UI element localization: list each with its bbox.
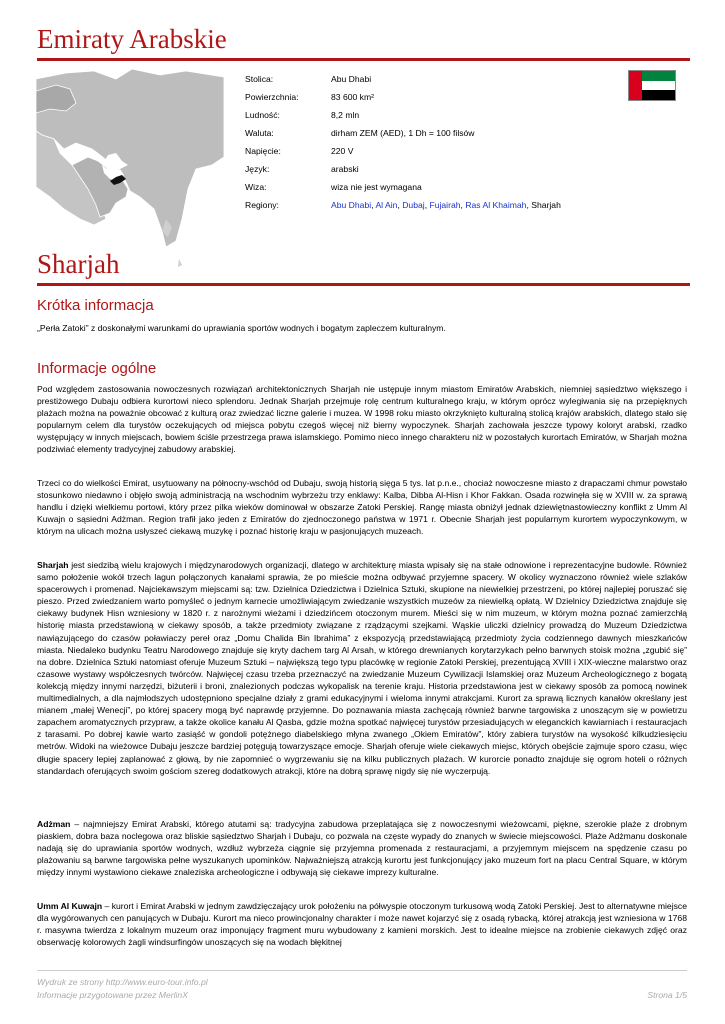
fact-value: 83 600 km² xyxy=(331,92,374,102)
fact-label: Powierzchnia: xyxy=(245,92,299,102)
fact-label: Wiza: xyxy=(245,182,267,192)
paragraph-text: jest siedzibą wielu krajowych i międzynarodowych organizacji, dlatego w architekturę miasta wpisały się na stałe odnowione i reprezentacyjne budowle. Również samo położenie wokół trzech lagun połączonych kanałami sprawia, że po mieście można odbywać przyjemne spacery. W okolicy wyznaczono również wiele szlaków spacerowych i promenad. Najciekawszym miejscami są: tzw. Dzielnica Dziedzictwa i Dzielnica Sztuki, skupione na niewielkiej przestrzeni, po której najlepiej poruszać się pieszo. Przed zwiedzaniem warto pomyśleć o jednym karnecie umożliwiającym zwiedzanie wszystkich muzeów za niewielką opłatą. W Dzielnicy Dziedzictwa znajduje się ciekawy budynek Hisn wzniesiony w 1820 r. z narożnymi wieżami i dziedzińcem otoczonym murem. Mieści się w nim muzeum, w którym można poznać zamierzchłą historię miasta przedstawioną w ciekawy sposób, a także przedmioty związane z rządzącymi szejkami. Wąskie uliczki dzielnicy prowadzą do Muzeum Dziedzictwa nawiązującego do czasów poławiaczy pereł oraz „Domu Chalida Bin Ibrahima” z ekspozycją przedstawiającą przedmioty życia codziennego dawnych mieszkańców miasta. Niedaleko budynku Teatru Narodowego znajduje się kryty dachem targ Al Arsah, w którego drewnianych korytarzykach pełno barwnych stoisk można „zgubić się” na dobre. Dzielnica Sztuki natomiast oferuje Muzeum Sztuki – największą tego typu placówkę w regionie Zatoki Perskiej, prezentującą XVIII i XIX-wieczne malarstwo oraz czasowe wystawy współczesnych twórców. Najwięcej czasu trzeba przeznaczyć na zwiedzanie Muzeum Cywilizacji Islamskiej oraz Muzeum Archeologicznego z bogatą kolekcją między innymi narzędzi, biżuterii i broni, znalezionych podczas wykopalisk na terenie kraju. Historia przedstawiona jest w ciekawy sposób za pomocą nowinek multimedialnych, a dla najmłodszych udostępniono specjalne działy z grami edukacyjnymi i wieloma innymi atrakcjami. Kurort za sprawą licznych kanałów określany jest mianem „małej Wenecji”, po której spacery mogą być naprawdę przyjemne. Do poznawania miasta zachęcają również barwne targowiska z unoszącym się w powietrzu zapachem aromatycznych przypraw, a także okolice kanału Al Qasba, gdzie można spotkać najwięcej turystów przesiadujących w eleganckich kawiarniach i restauracjach z tarasami. Po dobrej kawie warto zasiąść w gondoli potężnego diabelskiego młyna zwanego „Okiem Emiratów”, który zabiera turystów na wysokość kilkudziesięciu metrów. Widoki na wieżowce Dubaju jeszcze bardziej potęgują towarzyszące emocje. Sharjah oferuje wiele ciekawych miejsc, których obejście zajmuje sporo czasu, więc długie spacery lepiej zaplanować z głową, by nie zapomnieć o wygrzewaniu się na kilku publicznych plażach. W kurorcie ponadto znajduje się ogrom hoteli o różnych standardach oferujących swoim gościom szereg dodatkowych atrakcji, które na dobrą sprawę nigdy się nie wyczerpują. xyxy=(37,560,687,776)
flag-black-stripe xyxy=(642,90,675,100)
regions-list xyxy=(331,200,561,210)
footer-credit-text: Informacje przygotowane przez MerlinX xyxy=(37,990,188,1000)
fact-label: Napięcie: xyxy=(245,146,281,156)
fact-label: Ludność: xyxy=(245,110,280,120)
paragraph-lead: Umm Al Kuwajn xyxy=(37,901,103,911)
country-title: Emiraty Arabskie xyxy=(37,24,227,54)
paragraph xyxy=(37,900,687,960)
flag-green-stripe xyxy=(642,71,675,81)
paragraph xyxy=(37,559,687,777)
uae-flag xyxy=(628,70,676,101)
paragraph-lead: Adżman xyxy=(37,819,71,829)
page-number: Strona 1/5 xyxy=(647,990,687,1000)
region-link-al-ain[interactable]: Al Ain xyxy=(375,200,398,210)
section-heading-general-info: Informacje ogólne xyxy=(37,360,157,377)
fact-value: dirham ZEM (AED), 1 Dh = 100 filsów xyxy=(331,128,475,138)
fact-label: Waluta: xyxy=(245,128,274,138)
region-link-fujairah[interactable]: Fujairah xyxy=(429,200,461,210)
fact-value: Abu Dhabi xyxy=(331,74,372,84)
footer-divider xyxy=(37,970,687,971)
region-link-dubaj[interactable]: Dubaj xyxy=(402,200,425,210)
footer-credit xyxy=(37,990,687,1000)
region-link-abu-dhabi[interactable]: Abu Dhabi xyxy=(331,200,372,210)
separator: , xyxy=(460,200,466,210)
region-map xyxy=(36,69,226,269)
paragraph-lead: Sharjah xyxy=(37,560,69,570)
flag-white-stripe xyxy=(642,81,675,91)
separator: , xyxy=(424,200,430,210)
region-current: Sharjah xyxy=(531,200,561,210)
city-divider xyxy=(37,283,690,286)
separator: , xyxy=(371,200,376,210)
region-link-ras-al-khaimah[interactable]: Ras Al Khaimah xyxy=(465,200,527,210)
paragraph-text: – kurort i Emirat Arabski w jednym zawdzięczający urok położeniu na półwyspie otoczonym turkusową wodą Zatoki Perskiej. Jest to alternatywne miejsce dla wygórowanych cen panujących w Dubaju. Kurort ma nieco prowincjonalny charakter i może nawet kojarzyć się z osadą rybacką, której atrakcją jest wzniesiona w 1768 r. masywna twierdza z lokalnym muzeum oraz imponujący fragment muru wybudowany z kamieni morskich. Jest to idealne miejsce na zrobienie ciekawych zdjęć oraz obserwację kolorowych żagli windsurfingów unoszących się na wodach błękitnej xyxy=(37,901,687,948)
regions-label: Regiony: xyxy=(245,200,279,210)
separator: , xyxy=(526,200,532,210)
flag-red-stripe xyxy=(629,71,642,100)
footer-source: Wydruk ze strony http://www.euro-tour.info.pl xyxy=(37,977,208,987)
title-divider xyxy=(37,58,690,61)
city-title: Sharjah xyxy=(37,249,120,279)
fact-label: Stolica: xyxy=(245,74,274,84)
separator: , xyxy=(397,200,403,210)
fact-value: 220 V xyxy=(331,146,354,156)
paragraph-text: – najmniejszy Emirat Arabski, którego atutami są: tradycyjna zabudowa przeplatająca się z nowoczesnymi wieżowcami, piękne, szerokie plaże z drobnym piaskiem, dobra baza noclegowa oraz bliskie sąsiedztwo Sharjah i Dubaju, co pozwala na częste wypady do znanych w świecie miejscowości. Plaże Adżmanu doskonale nadają się do uprawiania sportów wodnych, wzdłuż wybrzeża ciągnie się przyjemna promenada z restauracjami, a przyjemnym miejscem na spędzenie czasu po plażowaniu są barwne targowiska pełne wyszukanych upominków. Najważniejszą atrakcją kurortu jest funkcjonujący jako muzeum fort na placu Central Square, w którym między innymi wystawiono ciekawe znaleziska archeologiczne i odbywają się ciekawe imprezy kulturalne. xyxy=(37,819,687,878)
paragraph xyxy=(37,818,687,878)
section-heading-short-info: Krótka informacja xyxy=(37,297,154,314)
fact-label: Język: xyxy=(245,164,270,174)
paragraph: Trzeci co do wielkości Emirat, usytuowany na północny-wschód od Dubaju, swoją historią sięga 5 tys. lat p.n.e., chociaż nowoczesne miasto z drapaczami chmur powstało stosunkowo niedawno i objęło swoją administracją na wschodnim wybrzeżu trzy enklawy: Kalba, Dibba Al-Hisn i Khor Fakkan. Osada rozwinęła się w XVIII w. za sprawą handlu i dzięki wielkiemu portowi, który przez pilka wieków dominował w obszarze Zatoki Perskiej. Rangę miasta obniżył jednak dziewiętnastowieczny konflikt z Umm Al Kuwajn o sąsiedni Adżman. Region trafił jako jeden z Emiratów do zjednoczonego państwa w 1971 r. Obecnie Sharjah jest popularnym kurortem wypoczynkowym, w którym na ulicach można usłyszeć ciekawą muzykę i poznać historię kraju w pasjonujących muzeach. xyxy=(37,478,687,537)
paragraph: Pod względem zastosowania nowoczesnych rozwiązań architektonicznych Sharjah nie ustępuje innym miastom Emiratów Arabskich, niemniej sąsiedztwo większego i prestiżowego Dubaju odbiera kurortowi nieco splendoru. Jednak Sharjah przejmuje rolę centrum kulturalnego kraju, w którym oprócz wylegiwania się na przepięknych plażach można na poważnie obcować z kulturą oraz zwiedzać liczne galerie i muzea. W 1998 roku miasto okrzyknięto kulturalną stolicą krajów arabskich, dlatego stało się popularnym celem dla turystów oczekujących od miejsca pobytu czegoś więcej niż bierny wypoczynek. Sharjah zachowała jeszcze typowy koloryt arabski, rzadko występujący w innych miejscach, bowiem ściśle przestrzega prawa islamskiego. Pomimo nieco innego charakteru niż w pozostałych kurortach Emiratów, w Sharjah można podziwiać elementy tradycyjnej zabudowy arabskiej. xyxy=(37,384,687,455)
fact-value: wiza nie jest wymagana xyxy=(331,182,422,192)
fact-value: 8,2 mln xyxy=(331,110,360,120)
intro-text: „Perła Zatoki” z doskonałymi warunkami do uprawiania sportów wodnych i bogatym zapleczem kulturalnym. xyxy=(37,323,446,333)
fact-value: arabski xyxy=(331,164,359,174)
